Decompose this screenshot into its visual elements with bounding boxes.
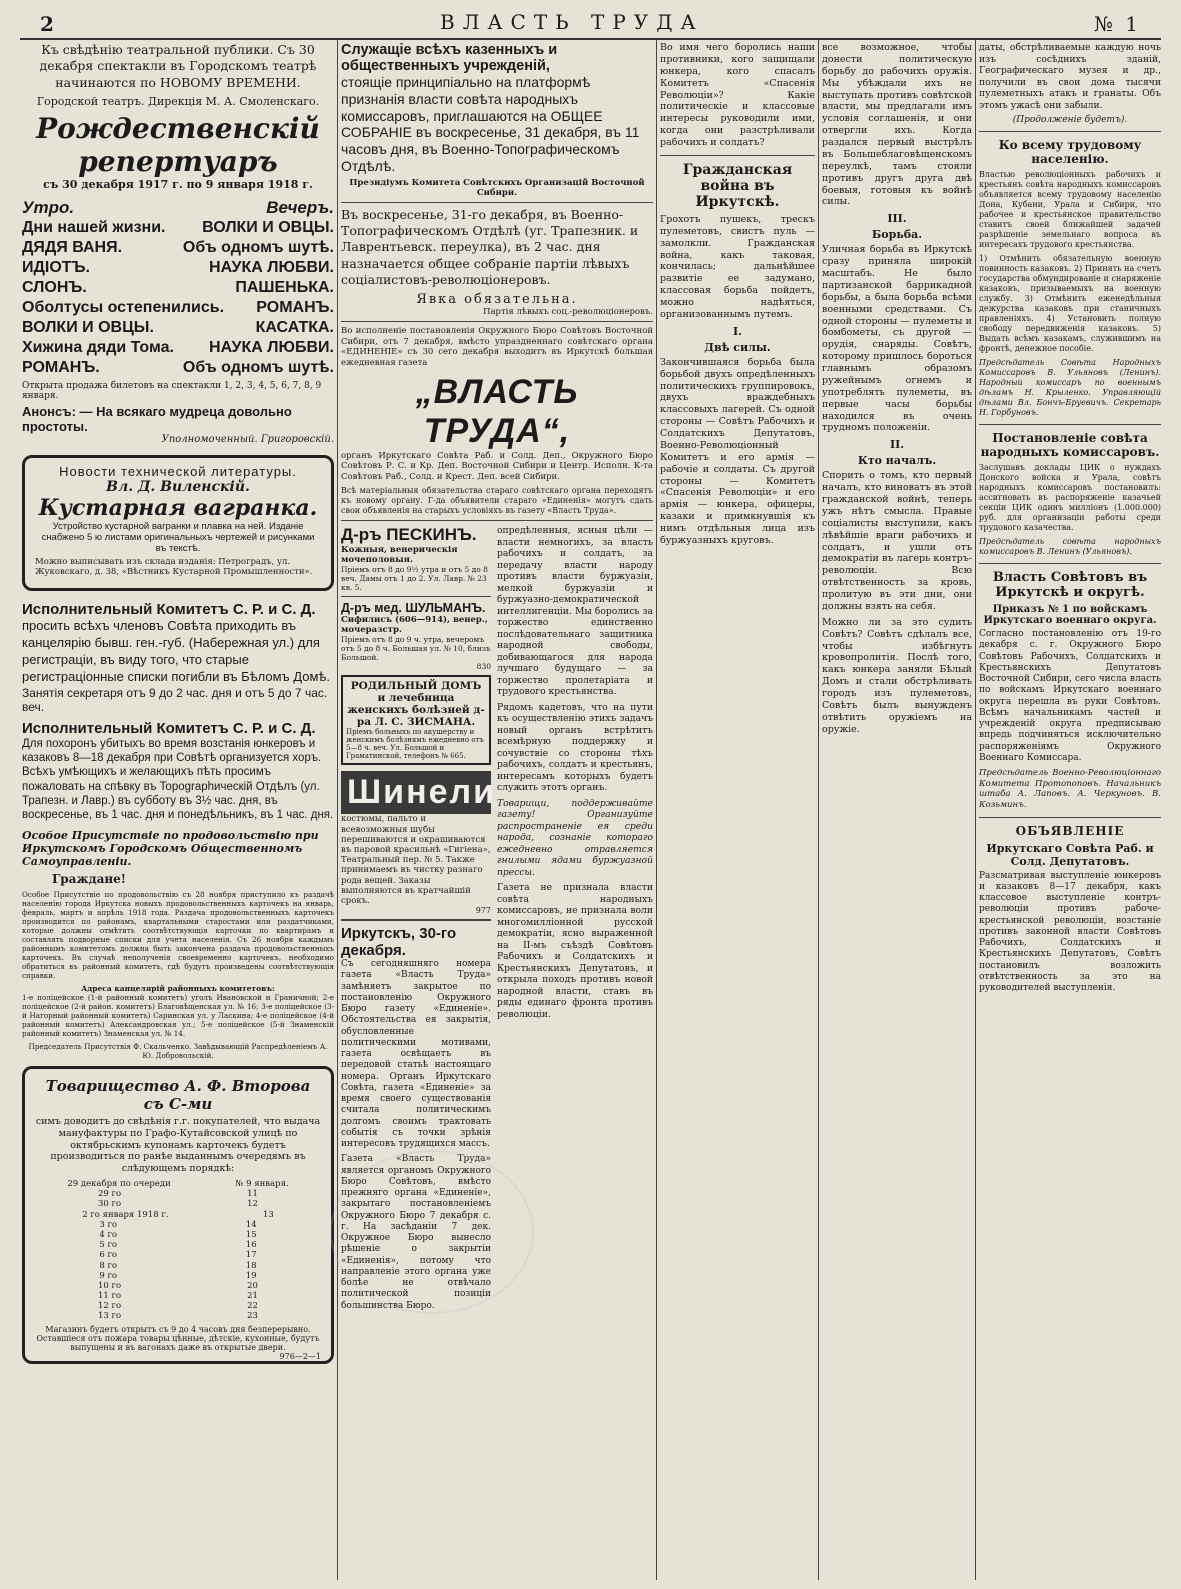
vtorov-queue: 23 <box>247 1311 258 1322</box>
vtorov-date: 13 го <box>98 1311 122 1322</box>
vtorov-queue: 16 <box>245 1240 257 1251</box>
section-3-numeral: III. <box>887 212 907 226</box>
sr-signature: Партія лѣвыхъ соц.-революціонеровъ. <box>483 307 653 318</box>
order-title: Приказъ № 1 по войскамъ Иркутскаго военнаго округа. <box>983 604 1157 626</box>
forces-title: Двѣ силы. <box>704 340 771 354</box>
repertoire-row <box>22 278 334 298</box>
vtorov-box <box>22 1066 334 1364</box>
play-morning: Дни нашей жизни. <box>22 219 166 236</box>
vtorov-table-head <box>35 1179 321 1189</box>
column-3 <box>660 42 815 1582</box>
exec-committee-body-2: Для похоронъ убитыхъ во время возстанія юнкеровъ и казаковъ 8—18 декабря при Совѣтѣ организуется хоръ. Всѣхъ умѣющихъ и желающихъ пѣть просимъ пожаловать на спѣвку въ Topographическій Отдѣлъ (ул. Трапезн. и Лавр.) въ субботу въ 3½ час. дня, въ воскресенье, въ 1 час. дня и понедѣльникъ, въ 1 час. дня. <box>22 737 334 822</box>
coats-code: 977 <box>475 906 491 916</box>
doctor-shulman-hours: Пріемъ отъ 8 до 9 ч. утра, вечеромъ отъ 5 до 8 ч. Большая ул. № 10, близъ Большой. <box>341 635 491 663</box>
divider <box>979 131 1161 132</box>
decree-signature: Предсѣдатель совѣта народныхъ комиссаровъ В. Ленинъ (Ульяновъ). <box>979 537 1161 556</box>
exec-committee-title-2: Исполнительный Комитетъ С. Р. и С. Д. <box>22 719 316 737</box>
paper-note: Всѣ матеріальныя обязательства стараго совѣтскаго органа переходятъ къ новому органу. Г-да объявители стараго «Единенія» могутъ сдать свои объявленія на старыхъ условіяхъ въ газету «Власть Труда». <box>341 486 653 516</box>
booking-info: Открыта продажа билетовъ на спектакли 1, 2, 3, 4, 5, 6, 7, 8, 9 января. <box>22 381 322 401</box>
repertoire-dates: съ 30 декабря 1917 г. по 9 января 1918 г. <box>43 177 313 191</box>
vtorov-date: 9 го <box>99 1270 118 1281</box>
vtorov-row <box>35 1261 321 1271</box>
play-morning: СЛОНЪ. <box>22 279 87 296</box>
column-rule <box>818 40 819 1580</box>
employees-title: Служащіе всѣхъ казенныхъ и общественныхъ учрежденій, <box>341 42 558 74</box>
repertoire-header <box>22 197 334 218</box>
box-subtitle: Устройство кустарной вагранки и плавка на ней. Изданіе снабжено 5 ю листами оригинальныхъ чертежей и рисунками въ текстѣ. <box>41 521 315 554</box>
paper-title: „ВЛАСТЬ ТРУДА“, <box>415 372 579 450</box>
play-evening: РОМАНЪ. <box>256 299 334 316</box>
top-rule <box>20 38 1161 40</box>
section-4-body: Можно ли за это судить Совѣтъ? Совѣтъ сдѣлалъ все, чтобы избѣгнуть кровопролитія. Послѣ того, какъ юнкера заняли Бѣлый Домъ и стали обстрѣливать городъ изъ пулеметовъ, Совѣтъ былъ вынужденъ отвѣтить оружіемъ на оружіе. <box>822 616 972 735</box>
irkutsk-date: Иркутскъ, 30-го декабря. <box>341 925 457 960</box>
employees-signature: Президіумъ Комитета Совѣтскихъ Организацій Восточной Сибири. <box>349 177 645 198</box>
appeal-body: Властью революціонныхъ рабочихъ и крестьянъ совѣта народныхъ комиссаровъ объявляется всему трудовому населенію Дона, Кубани, Урала и Сибири, что рабочее и крестьянское правительство ставитъ своей ближайшей задачей разрѣшеніе земельнаго вопроса въ интересахъ трудового крестьянства. <box>979 170 1161 249</box>
decree-body: Заслушавъ доклады ЦИК о нуждахъ Донского войска и Урала, совѣтъ народныхъ комиссаровъ постановилъ: ассигновать въ распоряженіе казачьей секціи ЦИК одинъ милліонъ (1.000.000) руб. для организаціи работы среди трудового казачества. <box>979 463 1161 532</box>
exec-committee-hours: Занятія секретаря отъ 9 до 2 час. дня и отъ 5 до 7 час. веч. <box>22 685 328 714</box>
committees-head: Адреса канцелярій районныхъ комитетовъ: <box>81 983 275 993</box>
appeal-signature: Предсѣдатель Совѣта Народныхъ Комиссаровъ В. Ульяновъ (Ленинъ). Народный комиссаръ по военнымъ дѣламъ Н. Крыленко. Управляющій дѣлами Вл. Бончъ-Бруевичъ. Секретарь Н. Горбуновъ. <box>979 358 1161 417</box>
repertoire-title: Рождественскій репертуаръ <box>36 111 320 178</box>
sr-attendance: Явка обязательна. <box>416 292 578 308</box>
vtorov-queue: 12 <box>247 1199 258 1210</box>
employees-body: стоящіе принципіально на платформѣ признанія власти совѣта народныхъ комиссаровъ, приглашаются на ОБЩЕЕ СОБРАНІЕ въ воскресенье, 31 декабря, въ 11 часовъ дня, въ Военно-Топографическомъ Отдѣлѣ. <box>341 74 640 174</box>
vtorov-row <box>35 1291 321 1301</box>
vtorov-footer: Магазинъ будетъ открытъ съ 9 до 4 часовъ дня безперерывно. Оставшіеся отъ пожара товары цѣнные, дѣтскіе, кухонные, будутъ выпущены и въ вагонахъ даже въ открытые двери. <box>36 1324 320 1352</box>
section-3-body: Уличная борьба въ Иркутскѣ сразу приняла широкій масштабъ. Не было партизанской баррикадной борьбы, а была борьба всѣми военными средствами. Съ одной стороны — пулеметы и бомбометы, съ другой — орудія, снаряды. Совѣтъ, которому пришлось бороться главнымъ образомъ ружейнымъ огнемъ и употреблять пулеметы, въ первые часы борьбы находился въ очень трудномъ положеніи. <box>822 244 972 434</box>
vtorov-title: Товарищество А. Ф. Второва съ С-ми <box>45 1076 311 1113</box>
vtorov-queue: 13 <box>262 1209 274 1220</box>
soviet-power-title: Власть Совѣтовъ въ Иркутскѣ и округѣ. <box>992 570 1148 600</box>
vtorov-date: 11 го <box>98 1291 122 1302</box>
maternity-ad <box>341 675 491 765</box>
article-text-3: Рядомъ кадетовъ, что на пути къ осуществленію этихъ задачъ новый органъ встрѣтитъ всемѣрную поддержку и сочувствіе со стороны тѣхъ рабочихъ, солдатъ и крестьянъ, интересамъ которыхъ будетъ служить этотъ органъ. <box>497 701 653 794</box>
committees-list: 1-е поліцейское (1-й районный комитетъ) уголъ Ивановской и Граничной; 2-е поліцейское (2-й район. комитетъ) Благовѣщенская ул. № 16; 3-е поліцейское (3-й Нагорный районный комитетъ) Саринская ул. у Ласкина; 4-е поліцейское (4-й районный комитетъ) Александровская ул.; 5-е поліцейское (5-й Знаменскій районный комитетъ) Знаменская ул. № 14. <box>22 992 334 1038</box>
repertoire-list <box>22 218 334 378</box>
divider <box>341 596 491 597</box>
vtorov-row <box>35 1210 321 1220</box>
section-2-title: Кто началъ. <box>857 454 937 468</box>
vtorov-row <box>35 1240 321 1250</box>
repertoire-row <box>22 298 334 318</box>
food-committee-title: Особое Присутствіе по продовольствію при Иркутскомъ Городскомъ Общественномъ Самоуправленіи. <box>22 828 319 868</box>
theatre-name: Городской театръ. Дирекція М. А. Смоленскаго. <box>36 94 320 108</box>
vtorov-date: 30 го <box>98 1199 122 1210</box>
divider <box>341 919 491 921</box>
repertoire-row <box>22 238 334 258</box>
play-evening: НАУКА ЛЮБВИ. <box>209 259 334 276</box>
vtorov-date: 10 го <box>98 1280 122 1291</box>
vtorov-queue: 11 <box>247 1189 258 1200</box>
theatre-notice: Къ свѣдѣнію театральной публики. Съ 30 декабря спектакли въ Городскомъ театрѣ начинаются по НОВОМУ ВРЕМЕНИ. <box>39 42 317 90</box>
tech-literature-box <box>22 455 334 591</box>
order-body: Согласно постановленію отъ 19-го декабря с. г. Окружного Бюро Совѣтовъ Рабочихъ, Солдатскихъ и Крестьянскихъ Депутатовъ Восточной Сибири, сего числа власть по войскамъ Иркутскаго военнаго округа перешла въ руки Совѣтовъ. Всѣмъ начальникамъ частей и учрежденій округа предписываю впредь подчиняться исключительно распоряженіямъ Окружного Военнаго Комиссара. <box>979 629 1161 763</box>
article-appeal: Товарищи, поддерживайте газету! Организуйте распространеніе ея среди народа, сознаніе котораго ежедневно отравляется гнилыми ядами буржуазной прессы. <box>497 797 653 878</box>
vtorov-queue: 19 <box>245 1270 257 1281</box>
vtorov-date: 29 го <box>98 1189 122 1200</box>
notice-title: ОБЪЯВЛЕНІЕ <box>1015 823 1125 838</box>
section-2-numeral: II. <box>889 438 905 452</box>
authorized-signature: Уполномоченный. Григоровскій. <box>161 434 334 445</box>
col5-body-1: даты, обстрѣливаемые каждую ночь изъ сосѣднихъ зданій, Географическаго музея и др., получили въ свои дома тысячи пулеметныхъ атакъ и гранаты. Объ этомъ ужасѣ они забыли. <box>979 42 1161 111</box>
box-title: Кустарная вагранка. <box>38 495 318 521</box>
sr-meeting-notice: Въ воскресенье, 31-го декабря, въ Военно-Топографическомъ Отдѣлѣ (уг. Трапезник. и Лаврентьевск. переулка), въ 2 час. дня назначается общее собраніе партіи лѣвыхъ соціалистовъ-революціонеровъ. <box>341 206 639 287</box>
vtorov-row <box>35 1281 321 1291</box>
civil-war-title: Гражданская война въ Иркутскѣ. <box>682 161 793 210</box>
column-5 <box>979 42 1161 1582</box>
box-footer: Можно выписывать изъ склада изданія: Петроградъ, ул. Жуковскаго, д. 38, «Вѣстникъ Кустарной Промышленности». <box>35 557 313 577</box>
vtorov-queue: 18 <box>245 1260 257 1271</box>
exec-committee-title-1: Исполнительный Комитетъ С. Р. и С. Д. <box>22 601 316 618</box>
vtorov-table <box>35 1189 321 1321</box>
divider <box>341 321 653 322</box>
column-2 <box>341 42 653 1582</box>
vtorov-date: 6 го <box>99 1250 118 1261</box>
vtorov-row <box>35 1230 321 1240</box>
doctor-peskin-hours: Пріемъ отъ 8 до 9½ утра и отъ 5 до 8 веч. Дамы отъ 1 до 2. Ул. Лавр. № 23 кв. 5. <box>341 565 488 593</box>
vtorov-date: 12 го <box>98 1301 122 1312</box>
play-evening: Объ одномъ шутѣ. <box>182 359 334 376</box>
evening-label: Вечеръ. <box>266 197 334 217</box>
section-2-body: Спорить о томъ, кто первый началъ, кто виноватъ въ этой гражданской войнѣ, теперь ужъ нѣтъ смысла. Правые соціалисты выступили, какъ лѣвѣйшіе враги рабочихъ и солдатъ, и ушли отъ демократіи въ лагерь контръ-революціи. Всю отвѣтственность за кровь, пролитую въ эти дни, они должны взять на себя. <box>822 470 972 612</box>
play-evening: Объ одномъ шутѣ. <box>182 239 334 256</box>
announce: Анонсъ: — На всякаго мудреца довольно простоты. <box>22 404 292 434</box>
forces-numeral: I. <box>733 324 742 338</box>
divider <box>979 424 1161 425</box>
play-morning: Хижина дяди Тома. <box>22 339 174 356</box>
col4-body-1: все возможное, чтобы донести политическую борьбу до рабочихъ оружія. Мы убѣждали ихъ не выступать противъ совѣтской власти, мы предлагали имъ условія соглашенія, и они отвергли ихъ. Когда раздался первый выстрѣлъ въ Большеблаговѣщенскомъ переулкѣ, тамъ стояли противъ другъ друга двѣ боевыя, готовыя къ войнѣ силы. <box>822 42 972 208</box>
vtorov-row <box>35 1250 321 1260</box>
food-signature: Председатель Присутствія Ф. Скальченко. Завѣдывающій Распредѣленіемъ А. Ю. Добровольскій. <box>28 1041 328 1060</box>
vtorov-row <box>35 1189 321 1199</box>
column-4 <box>822 42 972 1582</box>
doctor-shulman-name: Д-ръ мед. ШУЛЬМАНЪ. <box>341 601 486 616</box>
vtorov-row <box>35 1199 321 1209</box>
vtorov-queue: 14 <box>245 1219 257 1230</box>
repertoire-row <box>22 358 334 378</box>
notice-body: Разсматривая выступленіе юнкеровъ и казаковъ 8—17 декабря, какъ классовое выступленіе контръ-революціи противъ рабоче-крестьянской революціи, возстаніе противъ законной власти Совѣтовъ Рабочихъ, Солдатскихъ и Крестьянскихъ Депутатовъ, Совѣтъ постановилъ возложить отвѣтственность за это на руководителей выступленія. <box>979 870 1161 993</box>
column-rule <box>975 40 976 1580</box>
maternity-body: Пріемъ больныхъ по акушерству и женскимъ болѣзнямъ ежедневно отъ 5—8 ч. веч. Ул. Большой и Граматинской, телефонъ № 665. <box>346 728 484 761</box>
paper-stain <box>330 1150 534 1314</box>
exec-committee-body-1: просить всѣхъ членовъ Совѣта приходить въ канцелярію бывш. ген.-губ. (Набережная ул.) для регистраціи, въ виду того, что старые регистраціонные списки погибли въ Бѣломъ Домѣ. <box>22 618 330 684</box>
column-rule <box>337 40 338 1580</box>
paper-notice: Во исполненіе постановленія Окружного Бюро Совѣтовъ Восточной Сибири, отъ 7 декабря, вмѣсто упраздненнаго совѣтскаго органа «ЕДИНЕНІЕ» съ 30 сего декабря выходитъ въ Иркутскѣ большая ежедневная газета <box>341 326 653 368</box>
vtorov-queue: 17 <box>245 1250 257 1261</box>
play-evening: КАСАТКА. <box>255 319 334 336</box>
vtorov-body: симъ доводитъ до свѣдѣнія г.г. покупателей, что выдача мануфактуры по Графо-Кутайсовской улицѣ по октябрьскимъ купонамъ карточекъ будетъ производиться по ранѣе выданнымъ очередямъ въ слѣдующемъ порядкѣ: <box>35 1115 321 1175</box>
vtorov-code: 976—2—1 <box>279 1351 321 1361</box>
paper-description: органъ Иркутскаго Совѣта Раб. и Солд. Деп., Окружного Бюро Совѣтовъ Р. С. и Кр. Деп. Восточной Сибири и Центр. Исполн. К-та Совѣтовъ Раб., Солд. и Крест. Деп. всей Сибири. <box>341 450 653 482</box>
coats-title: Шинели <box>341 771 491 814</box>
repertoire-row <box>22 338 334 358</box>
box-author: Вл. Д. Виленскій. <box>106 479 250 495</box>
play-morning: ДЯДЯ ВАНЯ. <box>22 239 123 256</box>
vtorov-date: 5 го <box>99 1240 118 1251</box>
irkutsk-article-3: Газета не признала власти совѣта народныхъ комиссаровъ, не признала воли многомилліонной русской демократіи, ясно выраженной на II-мъ съѣздѣ Совѣтовъ Рабочихъ и Солдатскихъ и Крестьянскихъ Депутатовъ, и открыла походъ противъ новой народной власти, ставъ въ ряды единаго фронта противъ революціи. <box>497 882 653 1020</box>
appeal-list: 1) Отмѣнить обязательную военную повинность казаковъ. 2) Принять на счетъ государства обмундированіе и снаряженіе казаковъ, призываемыхъ на военную службу. 3) Отмѣнить еженедѣльныя дежурства казаковъ при станичныхъ правленіяхъ. 4) Установить полную свободу передвиженія казаковъ. 5) Выдать всѣмъ казакамъ, служившимъ на фронтѣ, денежное пособіе. <box>979 254 1161 353</box>
vtorov-row <box>35 1301 321 1311</box>
decree-title: Постановленіе совѣта народныхъ комиссаровъ. <box>980 431 1160 459</box>
divider <box>341 202 653 203</box>
order-signature: Предсѣдатель Военно-Революціоннаго Комитета Протопоповъ. Начальникъ штаба А. Лаповъ. А. Черкуновъ. В. Козьминъ. <box>979 768 1161 810</box>
column-1 <box>22 42 334 1582</box>
vtorov-date: 4 го <box>99 1229 118 1240</box>
column-rule <box>656 40 657 1580</box>
play-evening: НАУКА ЛЮБВИ. <box>209 339 334 356</box>
vtorov-date: 3 го <box>99 1219 118 1230</box>
vtorov-head-col-1: 29 декабря по очереди <box>67 1179 171 1190</box>
vtorov-queue: 20 <box>247 1280 258 1291</box>
masthead-title: ВЛАСТЬ ТРУДА <box>440 10 704 34</box>
civil-war-body: Грохотъ пушекъ, трескъ пулеметовъ, свистъ пуль — замолкли. Гражданская война, какъ таковая, кончилась; дальнѣйшее развитіе ее задумано, классовая борьба пойдетъ, можно надѣяться, организованнымъ путемъ. <box>660 213 815 320</box>
divider <box>979 817 1161 818</box>
divider <box>979 563 1161 564</box>
doctor-peskin-spec: Кожныя, венерическія мочеполовыя. <box>341 545 458 566</box>
play-morning: РОМАНЪ. <box>22 359 100 376</box>
maternity-title: РОДИЛЬНЫЙ ДОМЪ и лечебница женскихъ болѣзней д-ра Л. С. ЗИСМАНА. <box>347 680 485 729</box>
divider <box>660 155 815 156</box>
article-text-2: Во имя чего боролись наши противники, кого защищали юнкера, кого спасалъ Комитетъ «Спасенія Революціи»? Какіе политическіе и классовые интересы руководили ими, когда они разстрѣливали рабочихъ и солдатъ? <box>660 42 815 148</box>
issue-number: № 1 <box>1093 12 1141 36</box>
forces-body: Закончившаяся борьба была борьбой двухъ опредѣленныхъ политическихъ группировокъ, двухъ враждебныхъ классовыхъ лагерей. Съ одной стороны — Совѣтъ Рабочихъ и Солдатскихъ Депутатовъ, Военно-Революціонный Комитетъ и его армія — рабочіе и солдаты. Съ другой стороны — Комитетъ «Спасенія Революціи» и его армія — юнкера, офицеры, казаки и примкнувшія къ нимъ отдѣльныя лица изъ буржуазныхъ круговъ. <box>660 356 815 546</box>
section-3-title: Борьба. <box>871 228 923 242</box>
appeal-title: Ко всему трудовому населенію. <box>998 138 1142 166</box>
vtorov-queue: 15 <box>245 1229 257 1240</box>
notice-subtitle: Иркутскаго Совѣта Раб. и Солд. Депутатовъ. <box>986 841 1154 868</box>
repertoire-row <box>22 218 334 238</box>
repertoire-row <box>22 318 334 338</box>
vtorov-queue: 21 <box>247 1291 258 1302</box>
divider <box>341 520 653 521</box>
vtorov-head-col-2: № 9 января. <box>235 1179 289 1190</box>
doctor-peskin-name: Д-ръ ПЕСКИНЪ. <box>341 525 477 545</box>
vtorov-row <box>35 1271 321 1281</box>
doctor-shulman-code: 830 <box>476 662 491 672</box>
article-text-1: опредѣленныя, ясныя цѣли — власти немногихъ, за власть рабочихъ и солдатъ, за передачу власти народу противъ власти буржуазіи, мелкой буржуазіи и буржуазно-демократической интеллигенціи. Мы боролись за торжество единственно послѣдовательнаго защитника народной свободы, добивающагося для народа лучшаго будущаго — за торжество пролетаріата и трудового крестьянства. <box>497 525 653 698</box>
repertoire-row <box>22 258 334 278</box>
irkutsk-article-2: Газета «Власть Труда» является органомъ Окружного Бюро Совѣтовъ, вмѣсто прежняго органа «Единеніе», закрытаго постановленіемъ Окружного Бюро 7 декабря с. г. На засѣданіи 7 дек. Окружное Бюро вынесло рѣшеніе о закрытіи «Единенія», потому что направленіе этого органа уже болѣе не отвѣчало политической позиціи большинства Бюро. <box>341 1154 491 1311</box>
vtorov-date: 2 го января 1918 г. <box>82 1209 169 1220</box>
box-heading: Новости технической литературы. <box>59 464 297 479</box>
morning-label: Утро. <box>22 197 75 217</box>
page-number: 2 <box>40 12 54 36</box>
food-greeting: Граждане! <box>52 871 127 886</box>
to-be-continued: (Продолженіе будетъ). <box>1012 115 1128 125</box>
play-evening: ПАШЕНЬКА. <box>235 279 334 296</box>
play-morning: Оболтусы остепенились. <box>22 299 225 316</box>
vtorov-row <box>35 1311 321 1321</box>
coats-body: костюмы, пальто и всевозможныя шубы перешиваются и окрашиваются въ паровой красильнѣ «Гигіена», Театральный пер. № 5. Также принимаемъ въ чистку разнаго рода вещей. Заказы выполняются въ кратчайшій срокъ. <box>341 814 491 906</box>
play-morning: ИДІОТЪ. <box>22 259 90 276</box>
vtorov-queue: 22 <box>247 1301 258 1312</box>
play-evening: ВОЛКИ И ОВЦЫ. <box>202 219 334 236</box>
doctor-shulman-spec: Сифилисъ (606—914), венер., мочеразстр. <box>341 615 488 636</box>
vtorov-row <box>35 1220 321 1230</box>
vtorov-date: 8 го <box>99 1260 118 1271</box>
irkutsk-article: Съ сегодняшняго номера газета «Власть Труда» замѣняетъ закрытое по постановленію Окружного Бюро газету «Единеніе». Обстоятельства ея закрытія, обусловленные политическими мотивами, газета освѣщаетъ въ передовой статьѣ настоящаго номера. Органъ Иркутскаго Совѣта, газета «Единеніе» за время своего существованія считала политическимъ долгомъ своимъ трактовать событія съ точки зрѣнія интересовъ трудящихся массъ. <box>341 959 491 1150</box>
play-morning: ВОЛКИ И ОВЦЫ. <box>22 319 154 336</box>
food-body: Особое Присутствіе по продовольствію съ 28 ноября приступило къ раздачѣ населенію города Иркутска новыхъ продовольственныхъ карточекъ на январь, февраль, мартъ и апрѣль 1918 года. Раздача продовольственныхъ карточекъ производится по районамъ, квартальными старостами или раздатчиками, которые должны отмѣтить соотвѣтствующія карточки по квартирамъ и составлять подворные списки для учета населенія. Съ 26 ноября каждымъ районнымъ комитетомъ должна быть закончена раздача продовольственныхъ карточекъ. Въ случаѣ неполученія своевременно карточекъ, необходимо обратиться въ районный комитетъ, гдѣ будутъ произведены соотвѣтствующія справки. <box>22 889 334 980</box>
